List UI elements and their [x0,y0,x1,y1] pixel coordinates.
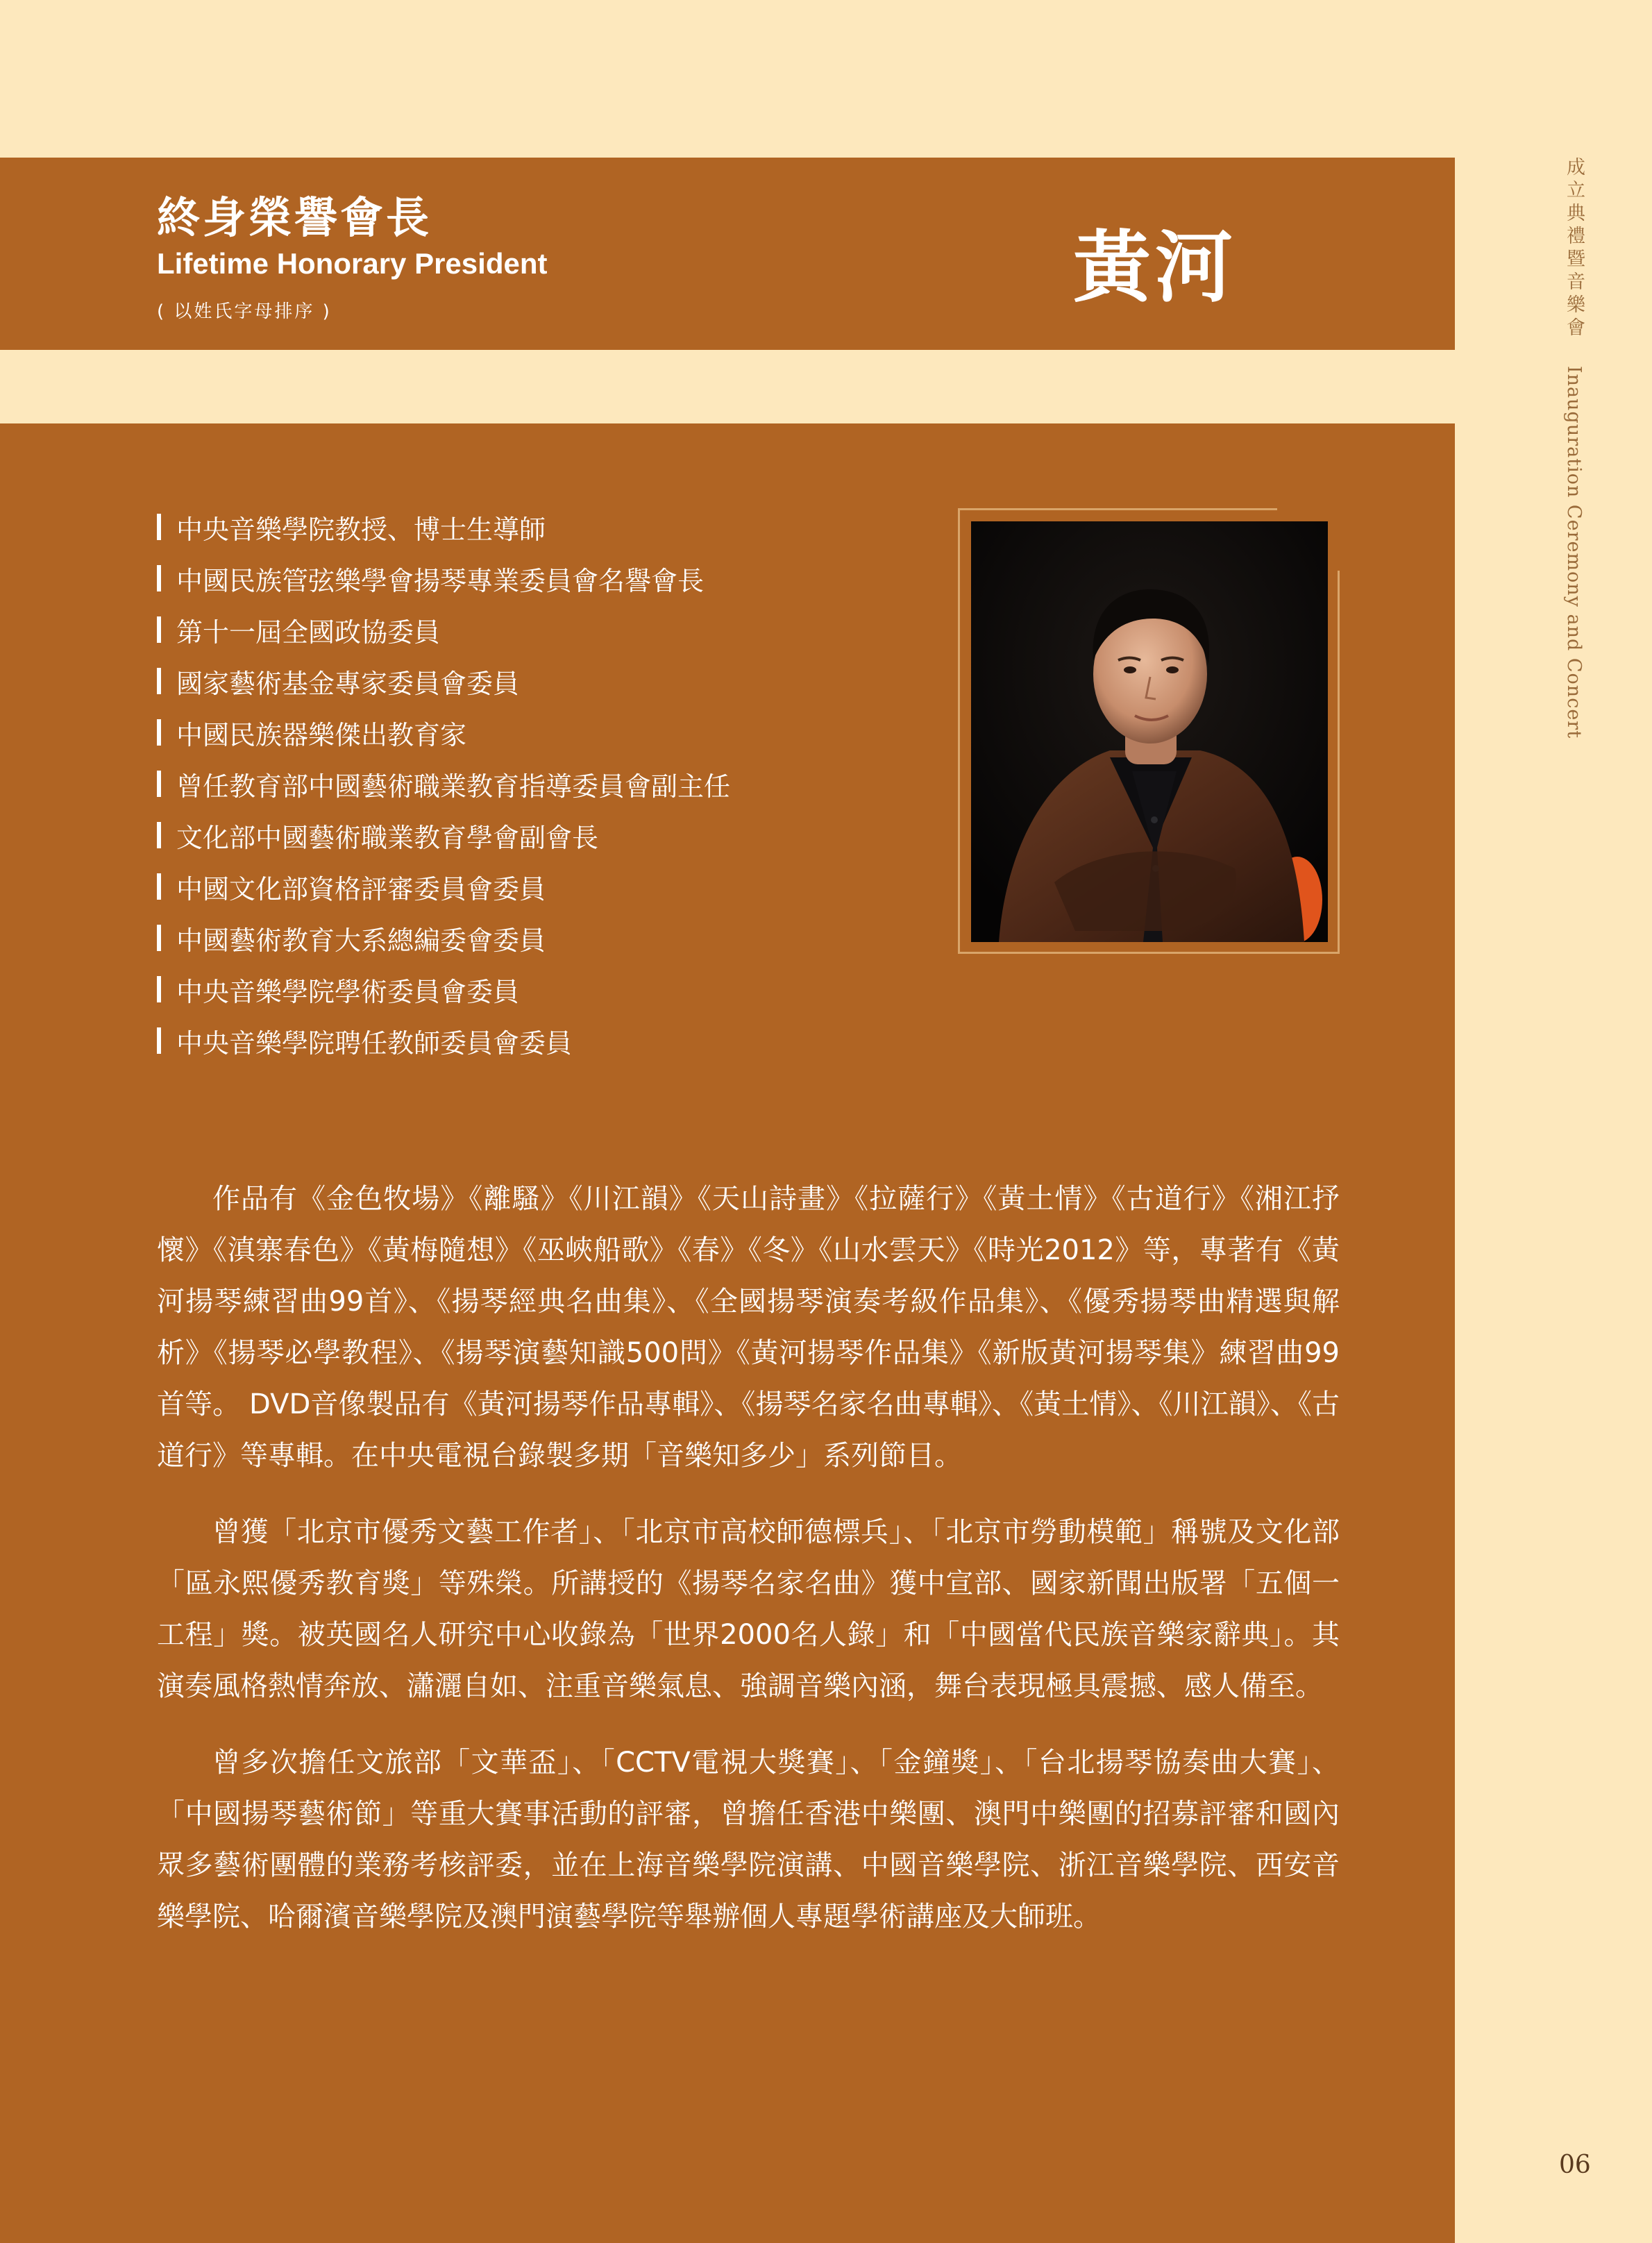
biography [157,1173,1340,1967]
bullet-bar-icon [157,771,161,797]
page-subtitle: Lifetime Honorary President [157,247,548,280]
list-item [157,1015,730,1066]
credential-text: 第十一屆全國政協委員 [176,616,441,648]
list-item [157,707,730,758]
credential-text: 中央音樂學院學術委員會委員 [176,976,520,1007]
bio-paragraph: 作品有《金色牧場》《離騷》《川江韻》《天山詩畫》《拉薩行》《黃土情》《古道行》《湘江抒懷》《滇寨春色》《黃梅隨想》《巫峽船歌》《春》《冬》《山水雲天》《時光2012》等，專著有《黃河揚琴練習曲99首》、《揚琴經典名曲集》、《全國揚琴演奏考級作品集》、《優秀揚琴曲精選與解析》《揚琴必學教程》、《揚琴演藝知識500問》《黃河揚琴作品集》《新版黃河揚琴集》練習曲99首等。 DVD音像製品有《黃河揚琴作品專輯》、《揚琴名家名曲專輯》、《黃土情》、《川江韻》、《古道行》等專輯。在中央電視台錄製多期「音樂知多少」系列節目。 [157,1183,1340,1472]
list-item [157,604,730,655]
side-title-english: Inauguration Ceremony and Concert [1563,365,1585,739]
bullet-bar-icon [157,873,161,900]
list-item [157,758,730,809]
list-item [157,553,730,604]
bullet-bar-icon [157,668,161,694]
bullet-bar-icon [157,925,161,951]
portrait-photo [971,521,1328,942]
bio-paragraph: 曾多次擔任文旅部「文華盃」、「CCTV電視大獎賽」、「金鐘獎」、「台北揚琴協奏曲大賽」、「中國揚琴藝術節」等重大賽事活動的評審，曾擔任香港中樂團、澳門中樂團的招募評審和國內眾多藝術團體的業務考核評委，並在上海音樂學院演講、中國音樂學院、浙江音樂學院、西安音樂學院、哈爾濱音樂學院及澳門演藝學院等舉辦個人專題學術講座及大師班。 [157,1747,1340,1933]
bullet-bar-icon [157,514,161,540]
bullet-bar-icon [157,719,161,746]
list-item [157,964,730,1015]
list-item [157,912,730,964]
portrait-frame [958,508,1340,954]
bullet-bar-icon [157,976,161,1002]
list-item [157,501,730,553]
side-title-chinese: 成立典禮暨音樂會 [1563,157,1585,340]
credential-text: 中央音樂學院聘任教師委員會委員 [176,1027,573,1059]
credential-text: 曾任教育部中國藝術職業教育指導委員會副主任 [176,771,731,802]
list-item [157,861,730,912]
portrait-illustration [971,521,1328,942]
person-name: 黃河 [1073,223,1237,313]
page-title: 終身榮譽會長 [157,192,432,243]
credential-text: 中國藝術教育大系總編委會委員 [176,925,546,956]
credential-text: 國家藝術基金專家委員會委員 [176,668,520,699]
page-number: 06 [1559,2151,1591,2179]
bullet-bar-icon [157,565,161,591]
credentials-list [157,501,730,1066]
list-item [157,655,730,707]
bullet-bar-icon [157,822,161,848]
credential-text: 中央音樂學院教授、博士生導師 [176,514,546,545]
bio-paragraph: 曾獲「北京市優秀文藝工作者」、「北京市高校師德標兵」、「北京市勞動模範」稱號及文化部「區永熙優秀教育獎」等殊榮。所講授的《揚琴名家名曲》獲中宣部、國家新聞出版署「五個一工程」獎。被英國名人研究中心收錄為「世界2000名人錄」和「中國當代民族音樂家辭典」。其演奏風格熱情奔放、瀟灑自如、注重音樂氣息、強調音樂內涵，舞台表現極具震撼、感人備至。 [157,1516,1340,1702]
credential-text: 文化部中國藝術職業教育學會副會長 [176,822,599,853]
credential-text: 中國民族器樂傑出教育家 [176,719,467,750]
side-running-title [1560,157,1587,739]
sort-note: ( 以姓氏字母排序 ) [157,301,332,322]
credential-text: 中國文化部資格評審委員會委員 [176,873,546,905]
bullet-bar-icon [157,1027,161,1054]
bullet-bar-icon [157,616,161,643]
credential-text: 中國民族管弦樂學會揚琴專業委員會名譽會長 [176,565,705,596]
list-item [157,809,730,861]
